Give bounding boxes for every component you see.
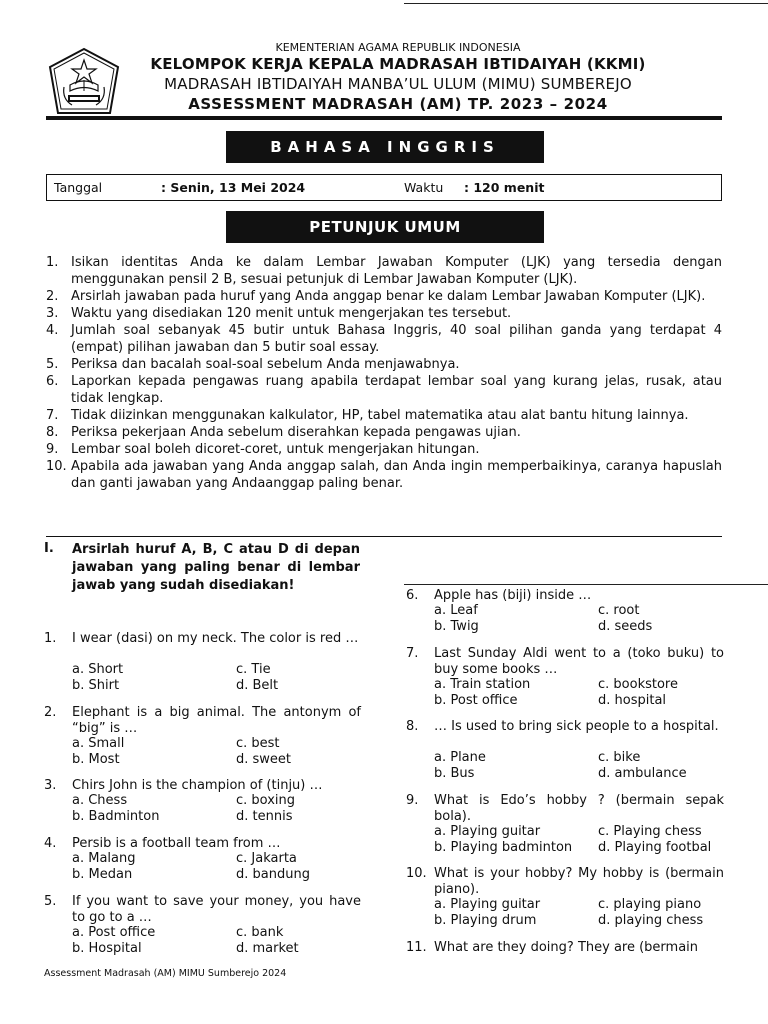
instruction-number: 8. bbox=[46, 425, 59, 440]
instruction-number: 2. bbox=[46, 289, 59, 304]
instruction-text: Isikan identitas Anda ke dalam Lembar Jawaban Komputer (LJK) yang tersedia dengan menggunakan pensil 2 B, sesuai petunjuk di Lembar Jawaban Komputer (LJK). bbox=[71, 255, 722, 287]
instruction-number: 6. bbox=[46, 374, 59, 389]
instruction-item bbox=[46, 373, 722, 407]
instruction-text: Arsirlah jawaban pada huruf yang Anda anggap benar ke dalam Lembar Jawaban Komputer (LJK). bbox=[71, 289, 706, 304]
question-text: Elephant is a big animal. The antonym of “big” is … bbox=[72, 705, 361, 736]
question-text: What is your hobby? My hobby is (bermain piano). bbox=[434, 866, 724, 897]
question-item bbox=[406, 940, 724, 956]
ministry-logo bbox=[46, 47, 122, 117]
option-b: b. Badminton bbox=[72, 809, 160, 824]
option-c: c. playing piano bbox=[598, 897, 702, 912]
option-b: b. Playing badminton bbox=[434, 840, 573, 855]
option-b: b. Playing drum bbox=[434, 913, 537, 928]
question-item bbox=[44, 705, 361, 767]
instruction-item bbox=[46, 424, 722, 441]
instruction-text: Jumlah soal sebanyak 45 butir untuk Bahasa Inggris, 40 soal pilihan ganda yang terdapat 4 (empat) pilihan jawaban dan 5 butir soal essay. bbox=[71, 323, 722, 355]
option-a: a. Plane bbox=[434, 750, 486, 765]
exam-info-box bbox=[46, 174, 722, 201]
question-number: 10. bbox=[406, 866, 427, 881]
instruction-item bbox=[46, 322, 722, 356]
instruction-number: 10. bbox=[46, 459, 67, 474]
question-item bbox=[44, 631, 361, 693]
date-value: : Senin, 13 Mei 2024 bbox=[161, 180, 306, 195]
organization-name: KELOMPOK KERJA KEPALA MADRASAH IBTIDAIYAH (KKMI) bbox=[150, 55, 646, 73]
option-d: d. sweet bbox=[236, 752, 292, 767]
option-a: a. Playing guitar bbox=[434, 897, 541, 912]
option-a: a. Post office bbox=[72, 925, 156, 940]
option-a: a. Chess bbox=[72, 793, 128, 808]
option-d: d. hospital bbox=[598, 693, 667, 708]
question-number: 9. bbox=[406, 793, 419, 808]
question-number: 8. bbox=[406, 719, 419, 734]
question-text: Apple has (biji) inside … bbox=[434, 588, 592, 603]
option-a: a. Small bbox=[72, 736, 125, 751]
question-item bbox=[406, 588, 724, 634]
subject-banner: BAHASA INGGRIS bbox=[226, 131, 544, 163]
option-b: b. Medan bbox=[72, 867, 133, 882]
header-rule bbox=[46, 116, 722, 120]
option-d: d. market bbox=[236, 941, 299, 956]
option-d: d. bandung bbox=[236, 867, 310, 882]
instruction-item bbox=[46, 441, 722, 458]
school-name: MADRASAH IBTIDAIYAH MANBA’UL ULUM (MIMU) SUMBEREJO bbox=[164, 75, 632, 93]
option-a: a. Malang bbox=[72, 851, 136, 866]
question-item bbox=[406, 793, 724, 855]
question-item bbox=[406, 866, 724, 928]
question-item bbox=[44, 778, 361, 824]
option-c: c. bike bbox=[598, 750, 641, 765]
option-b: b. Bus bbox=[434, 766, 475, 781]
ministry-name: KEMENTERIAN AGAMA REPUBLIK INDONESIA bbox=[275, 41, 521, 54]
question-number: 4. bbox=[44, 836, 57, 851]
option-a: a. Train station bbox=[434, 677, 531, 692]
instruction-text: Waktu yang disediakan 120 menit untuk mengerjakan tes tersebut. bbox=[71, 306, 512, 321]
question-number: 3. bbox=[44, 778, 57, 793]
option-b: b. Most bbox=[72, 752, 120, 767]
instructions-title: PETUNJUK UMUM bbox=[226, 211, 544, 243]
question-text: Last Sunday Aldi went to a (toko buku) to buy some books … bbox=[434, 646, 724, 677]
option-d: d. Playing footbal bbox=[598, 840, 712, 855]
option-a: a. Playing guitar bbox=[434, 824, 541, 839]
section-number: I. bbox=[44, 541, 54, 556]
option-c: c. root bbox=[598, 603, 640, 618]
instruction-number: 4. bbox=[46, 323, 59, 338]
option-c: c. bookstore bbox=[598, 677, 678, 692]
question-number: 5. bbox=[44, 894, 57, 909]
assessment-title: ASSESSMENT MADRASAH (AM) TP. 2023 – 2024 bbox=[188, 95, 608, 113]
instruction-item bbox=[46, 458, 722, 492]
instruction-number: 3. bbox=[46, 306, 59, 321]
instruction-number: 5. bbox=[46, 357, 59, 372]
question-number: 2. bbox=[44, 705, 57, 720]
option-c: c. Jakarta bbox=[236, 851, 297, 866]
instruction-number: 1. bbox=[46, 255, 59, 270]
option-b: b. Twig bbox=[434, 619, 479, 634]
instruction-item bbox=[46, 288, 722, 305]
instruction-text: Periksa pekerjaan Anda sebelum diserahkan kepada pengawas ujian. bbox=[71, 425, 521, 440]
option-c: c. best bbox=[236, 736, 280, 751]
instruction-item bbox=[46, 305, 722, 322]
option-d: d. seeds bbox=[598, 619, 653, 634]
time-value: : 120 menit bbox=[464, 180, 545, 195]
option-a: a. Leaf bbox=[434, 603, 478, 618]
question-item bbox=[44, 836, 361, 882]
instruction-number: 9. bbox=[46, 442, 59, 457]
instruction-text: Tidak diizinkan menggunakan kalkulator, HP, tabel matematika atau alat bantu hitung lainnya. bbox=[71, 408, 689, 423]
question-number: 7. bbox=[406, 646, 419, 661]
option-b: b. Shirt bbox=[72, 678, 120, 693]
option-c: c. Tie bbox=[236, 662, 271, 677]
option-d: d. tennis bbox=[236, 809, 293, 824]
option-c: c. bank bbox=[236, 925, 284, 940]
question-text: What is Edo’s hobby ? (bermain sepak bola). bbox=[434, 793, 724, 824]
instruction-item bbox=[46, 254, 722, 288]
option-d: d. playing chess bbox=[598, 913, 704, 928]
option-c: c. Playing chess bbox=[598, 824, 702, 839]
instruction-item bbox=[46, 356, 722, 373]
question-item bbox=[44, 894, 361, 956]
question-text: I wear (dasi) on my neck. The color is red … bbox=[72, 631, 359, 646]
instruction-text: Laporkan kepada pengawas ruang apabila terdapat lembar soal yang kurang jelas, rusak, atau tidak lengkap. bbox=[71, 374, 722, 406]
option-b: b. Post office bbox=[434, 693, 518, 708]
option-c: c. boxing bbox=[236, 793, 296, 808]
question-item bbox=[406, 719, 724, 781]
top-border-line bbox=[404, 3, 768, 4]
question-text: … Is used to bring sick people to a hospital. bbox=[434, 719, 719, 734]
instruction-number: 7. bbox=[46, 408, 59, 423]
instruction-text: Apabila ada jawaban yang Anda anggap salah, dan Anda ingin memperbaikinya, caranya hapuslah dan ganti jawaban yang Andaanggap paling benar. bbox=[71, 459, 722, 491]
date-label: Tanggal bbox=[54, 180, 103, 195]
option-b: b. Hospital bbox=[72, 941, 142, 956]
question-text: If you want to save your money, you have to go to a … bbox=[72, 894, 361, 925]
question-text: Persib is a football team from … bbox=[72, 836, 281, 851]
section-divider bbox=[46, 536, 722, 537]
time-label: Waktu bbox=[404, 180, 444, 195]
question-number: 11. bbox=[406, 940, 427, 955]
option-a: a. Short bbox=[72, 662, 124, 677]
question-item bbox=[406, 646, 724, 708]
section-instruction: Arsirlah huruf A, B, C atau D di depan jawaban yang paling benar di lembar jawab yang sudah disediakan! bbox=[72, 542, 360, 593]
question-text: What are they doing? They are (bermain bbox=[434, 940, 699, 955]
question-number: 1. bbox=[44, 631, 57, 646]
right-column-rule bbox=[404, 584, 768, 585]
option-d: d. ambulance bbox=[598, 766, 687, 781]
question-number: 6. bbox=[406, 588, 419, 603]
instruction-item bbox=[46, 407, 722, 424]
question-text: Chirs John is the champion of (tinju) … bbox=[72, 778, 323, 793]
instruction-text: Periksa dan bacalah soal-soal sebelum Anda menjawabnya. bbox=[71, 357, 460, 372]
page-footer: Assessment Madrasah (AM) MIMU Sumberejo 2024 bbox=[44, 968, 287, 979]
instruction-text: Lembar soal boleh dicoret-coret, untuk mengerjakan hitungan. bbox=[71, 442, 480, 457]
instructions-list bbox=[46, 254, 722, 492]
option-d: d. Belt bbox=[236, 678, 279, 693]
